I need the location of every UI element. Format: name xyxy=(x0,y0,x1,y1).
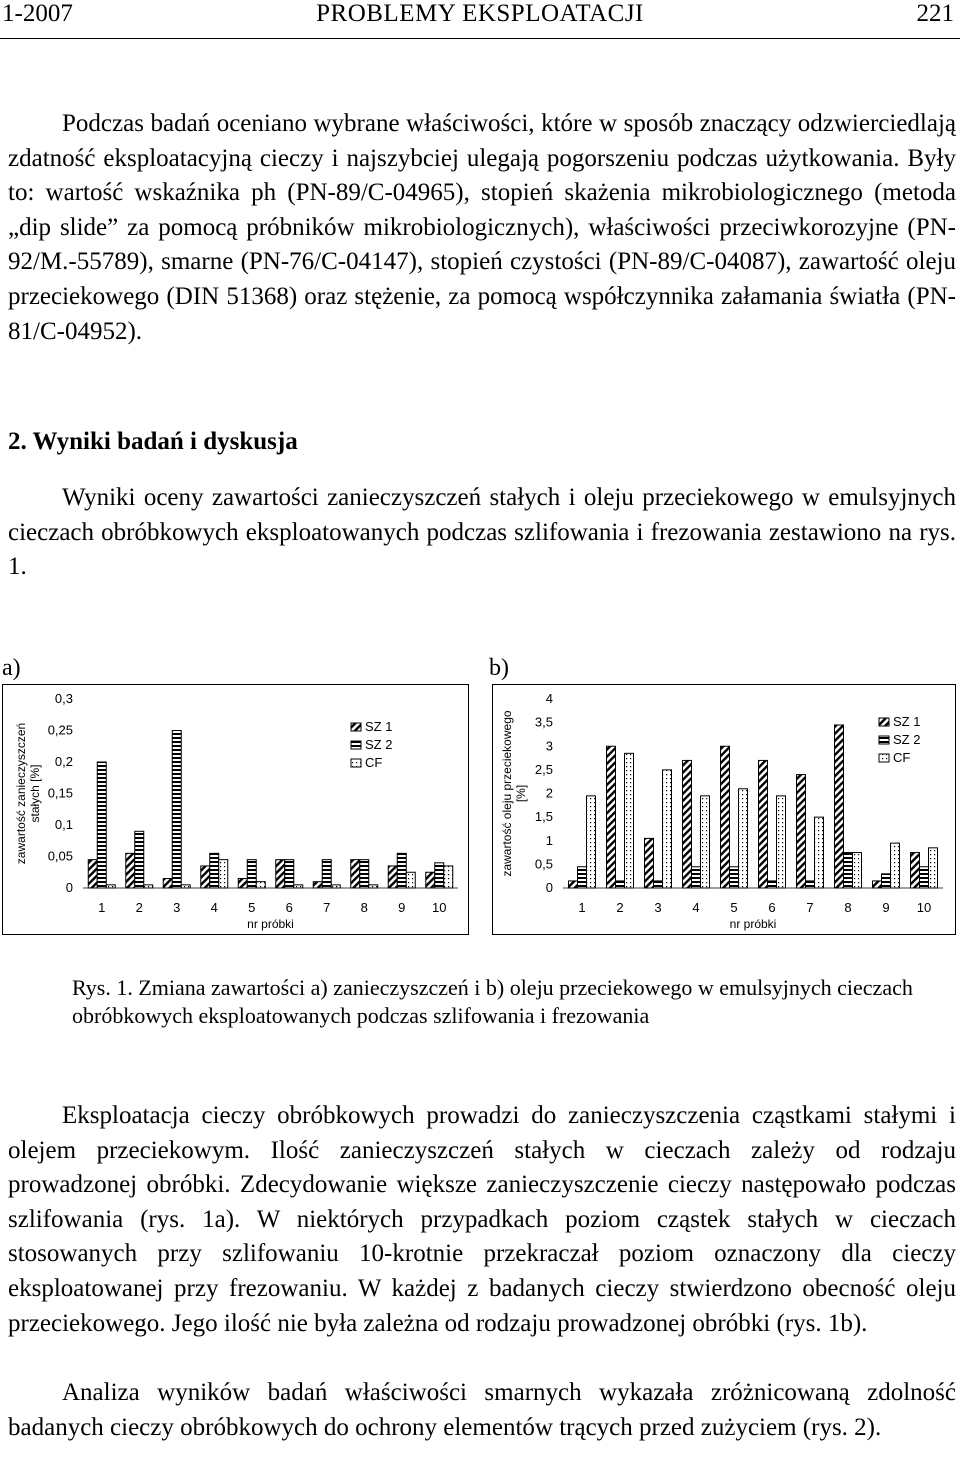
x-tick-label: 9 xyxy=(398,900,406,915)
bar xyxy=(920,867,929,888)
x-tick-label: 6 xyxy=(768,900,776,915)
legend-swatch xyxy=(879,754,889,762)
chart-a xyxy=(2,684,469,935)
bar xyxy=(369,885,378,888)
bar xyxy=(97,762,106,888)
panel-b-label: b) xyxy=(489,655,509,681)
bar xyxy=(181,885,190,888)
bar xyxy=(873,881,882,888)
section-title: 2. Wyniki badań i dyskusja xyxy=(8,428,298,455)
chart-b xyxy=(492,684,956,935)
x-tick-label: 7 xyxy=(323,900,331,915)
results-paragraph xyxy=(8,481,956,585)
bar xyxy=(625,753,634,888)
legend-swatch xyxy=(879,718,889,726)
x-tick-label: 4 xyxy=(692,900,700,915)
bar xyxy=(331,885,340,888)
x-axis-label: nr próbki xyxy=(247,917,294,931)
bar xyxy=(815,817,824,888)
bar xyxy=(163,879,172,888)
bar xyxy=(654,881,663,888)
bar xyxy=(835,725,844,888)
x-tick-label: 8 xyxy=(360,900,368,915)
legend-swatch xyxy=(879,736,889,744)
bar xyxy=(844,853,853,888)
figure-caption xyxy=(72,974,957,1030)
y-tick-label: 1,5 xyxy=(534,809,553,825)
bar xyxy=(144,885,153,888)
legend-entry: CF xyxy=(893,750,911,765)
bar xyxy=(645,838,654,888)
y-tick-label: 0,25 xyxy=(47,722,73,738)
bar xyxy=(351,860,360,888)
bar xyxy=(806,881,815,888)
bar xyxy=(426,872,435,888)
y-tick-label: 3,5 xyxy=(534,714,553,730)
running-header xyxy=(0,0,960,39)
bar xyxy=(201,866,210,888)
y-tick-label: 2 xyxy=(545,785,553,801)
y-tick-label: 0 xyxy=(545,880,553,895)
journal-title: PROBLEMY EKSPLOATACJI xyxy=(316,0,644,27)
issue-number: 1-2007 xyxy=(2,0,73,27)
y-tick-label: 0,05 xyxy=(47,848,73,864)
y-tick-label: 0,3 xyxy=(54,691,73,706)
page-number: 221 xyxy=(916,0,954,27)
bar xyxy=(397,853,406,888)
x-tick-label: 6 xyxy=(285,900,293,915)
bar xyxy=(210,853,219,888)
x-tick-label: 4 xyxy=(210,900,218,915)
bar xyxy=(388,866,397,888)
legend-entry: SZ 1 xyxy=(365,719,393,734)
x-axis-label: nr próbki xyxy=(729,917,777,931)
legend-swatch xyxy=(351,759,361,767)
x-tick-label: 2 xyxy=(616,900,624,915)
bar xyxy=(911,853,920,888)
y-axis-label: zawartość zanieczyszczeństałych [%] xyxy=(14,722,42,865)
bar xyxy=(276,860,285,888)
legend-swatch xyxy=(351,723,361,731)
y-tick-label: 0,5 xyxy=(534,856,553,872)
x-tick-label: 8 xyxy=(844,900,852,915)
bar xyxy=(219,860,228,888)
bar xyxy=(607,746,616,888)
y-tick-label: 0,15 xyxy=(47,785,73,801)
bar xyxy=(88,860,97,888)
bar xyxy=(701,796,710,888)
legend-entry: SZ 2 xyxy=(893,732,921,747)
bar xyxy=(721,746,730,888)
bar xyxy=(106,885,115,888)
bar xyxy=(692,867,701,888)
bar xyxy=(285,860,294,888)
bar xyxy=(569,881,578,888)
bar xyxy=(616,881,625,888)
y-axis-label: zawartość oleju przeciekowego[%] xyxy=(500,710,528,877)
legend-swatch xyxy=(351,741,361,749)
bar xyxy=(172,731,181,889)
bar xyxy=(247,860,256,888)
x-tick-label: 2 xyxy=(135,900,143,915)
bar xyxy=(578,867,587,888)
bar xyxy=(853,853,862,888)
discussion-paragraph-2 xyxy=(8,1376,956,1445)
caption-line-1: Rys. 1. Zmiana zawartości a) zanieczyszczeń i b) oleju przeciekowego w emulsyjnych cieczach xyxy=(72,975,913,1000)
bar xyxy=(444,866,453,888)
bar xyxy=(929,848,938,888)
y-tick-label: 1 xyxy=(545,832,553,848)
bar xyxy=(360,860,369,888)
bar xyxy=(759,760,768,888)
x-tick-label: 7 xyxy=(806,900,814,915)
chart-a-plot xyxy=(3,685,468,934)
chart-b-plot xyxy=(493,685,955,934)
results-paragraph-text: Wyniki oceny zawartości zanieczyszczeń stałych i oleju przeciekowego w emulsyjnych cieczach obróbkowych eksploatowanych podczas szlifowania i frezowania zestawiono na rys. 1. xyxy=(8,484,956,581)
x-tick-label: 5 xyxy=(730,900,738,915)
intro-paragraph xyxy=(8,107,956,349)
bar xyxy=(730,867,739,888)
y-tick-label: 0,2 xyxy=(54,754,73,769)
bar xyxy=(294,885,303,888)
y-tick-label: 0 xyxy=(65,880,73,895)
bar xyxy=(891,843,900,888)
bar xyxy=(777,796,786,888)
legend-entry: SZ 2 xyxy=(365,737,393,752)
bar xyxy=(135,831,144,888)
discussion-paragraph-1-text: Eksploatacja cieczy obróbkowych prowadzi do zanieczyszczenia cząstkami stałymi i olejem przeciekowym. Ilość zanieczyszczeń stałych w cieczach zależy od rodzaju prowadzonej obróbki. Zdecydowanie większe zanieczyszczenie cieczy następowało podczas szlifowania (rys. 1a). W niektórych przypadkach poziom cząstek stałych w cieczach stosowanych przy szlifowaniu 10-krotnie przekraczał poziom oznaczony dla cieczy eksploatowanej przy frezowaniu. W każdej z badanych cieczy stwierdzono obecność oleju przeciekowego. Jego ilość nie była zależna od rodzaju prowadzonej obróbki (rys. 1b). xyxy=(8,1102,956,1337)
discussion-paragraph-1 xyxy=(8,1099,956,1341)
x-tick-label: 10 xyxy=(916,900,932,915)
x-tick-label: 3 xyxy=(654,900,662,915)
bar xyxy=(126,853,135,888)
x-tick-label: 1 xyxy=(578,900,586,915)
y-tick-label: 2,5 xyxy=(534,761,553,777)
caption-line-2: obróbkowych eksploatowanych podczas szlifowania i frezowania xyxy=(72,1003,650,1028)
bar xyxy=(313,882,322,888)
x-tick-label: 9 xyxy=(882,900,890,915)
bar xyxy=(768,881,777,888)
discussion-paragraph-2-text: Analiza wyników badań właściwości smarnych wykazała zróżnicowaną zdolność badanych cieczy obróbkowych do ochrony elementów trących przed zużyciem (rys. 2). xyxy=(8,1379,956,1441)
bar xyxy=(882,874,891,888)
legend-entry: SZ 1 xyxy=(893,714,921,729)
y-tick-label: 4 xyxy=(545,691,553,706)
bar xyxy=(238,879,247,888)
intro-paragraph-text: Podczas badań oceniano wybrane właściwości, które w sposób znaczący odzwierciedlają zdatność eksploatacyjną cieczy i najszybciej ulegają pogorszeniu podczas użytkowania. Były to: wartość wskaźnika ph (PN-89/C-04965), stopień skażenia mikrobiologicznego (metoda „dip slide” za pomocą próbników mikrobiologicznych), właściwości przeciwkorozyjne (PN-92/M.-55789), smarne (PN-76/C-04147), stopień czystości (PN-89/C-04087), zawartość oleju przeciekowego (DIN 51368) oraz stężenie, za pomocą współczynnika załamania światła (PN-81/C-04952). xyxy=(8,110,956,345)
y-tick-label: 0,1 xyxy=(54,817,73,832)
legend-entry: CF xyxy=(365,755,383,770)
bar xyxy=(406,872,415,888)
x-tick-label: 3 xyxy=(173,900,181,915)
panel-a-label: a) xyxy=(2,655,21,681)
bar xyxy=(256,882,265,888)
bar xyxy=(322,860,331,888)
x-tick-label: 5 xyxy=(248,900,256,915)
x-tick-label: 10 xyxy=(432,900,447,915)
bar xyxy=(435,863,444,888)
bar xyxy=(739,789,748,888)
bar xyxy=(797,775,806,888)
bar xyxy=(683,760,692,888)
x-tick-label: 1 xyxy=(98,900,106,915)
y-tick-label: 3 xyxy=(545,738,553,754)
bar xyxy=(587,796,596,888)
bar xyxy=(663,770,672,888)
